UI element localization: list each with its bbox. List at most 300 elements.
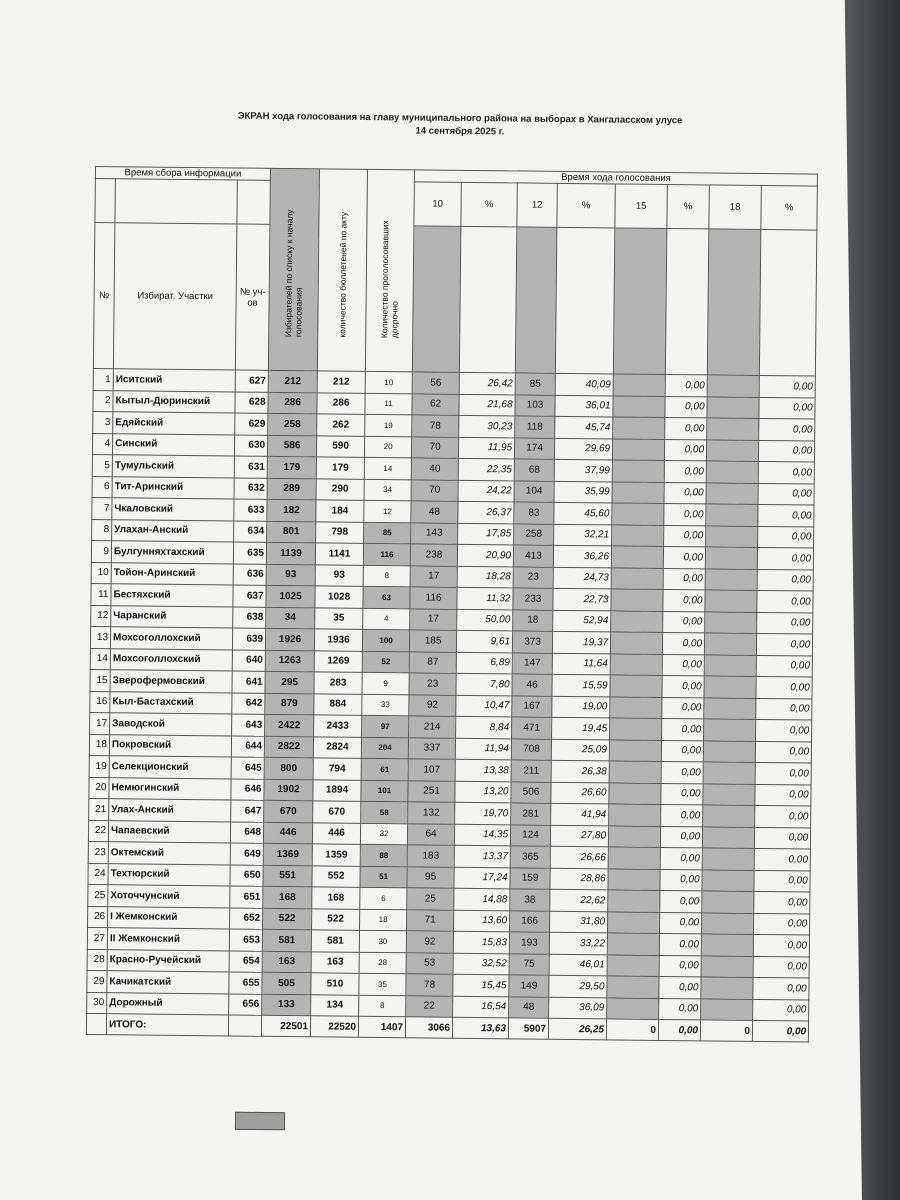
pct-12: 19,37 bbox=[552, 631, 610, 653]
totals-v12: 5907 bbox=[508, 1018, 548, 1039]
pct-10: 9,61 bbox=[456, 630, 512, 652]
header-ballots-cell bbox=[317, 169, 367, 371]
early-votes: 8 bbox=[363, 565, 410, 587]
pct-10: 13,37 bbox=[454, 845, 510, 867]
votes-12: 166 bbox=[510, 910, 550, 932]
votes-18 bbox=[703, 762, 755, 784]
pct-12: 37,99 bbox=[554, 459, 612, 481]
early-votes: 28 bbox=[359, 952, 406, 974]
votes-15 bbox=[612, 481, 664, 503]
votes-15 bbox=[608, 911, 660, 933]
votes-15 bbox=[613, 374, 665, 396]
voters-count: 286 bbox=[268, 392, 317, 414]
early-votes: 33 bbox=[362, 694, 409, 716]
row-number: 22 bbox=[88, 820, 108, 842]
votes-15 bbox=[610, 696, 662, 718]
pct-10: 10,47 bbox=[456, 695, 512, 717]
votes-10: 116 bbox=[410, 587, 457, 609]
pct-10: 24,22 bbox=[458, 480, 514, 502]
votes-10: 78 bbox=[412, 415, 459, 437]
precinct-name: Мохсоголлохский bbox=[110, 627, 232, 650]
votes-12: 281 bbox=[511, 803, 551, 825]
ballots-count: 2824 bbox=[313, 736, 361, 758]
votes-12: 506 bbox=[511, 781, 551, 803]
votes-10: 53 bbox=[406, 952, 453, 974]
pct-10: 11,95 bbox=[458, 437, 514, 459]
row-number: 23 bbox=[88, 841, 108, 863]
early-votes: 10 bbox=[365, 371, 412, 393]
ballots-count: 163 bbox=[311, 951, 359, 973]
row-number: 19 bbox=[89, 755, 109, 777]
precinct-number: 643 bbox=[232, 714, 265, 736]
precinct-number: 648 bbox=[230, 821, 263, 843]
totals-early: 1407 bbox=[358, 1016, 405, 1037]
early-votes: 35 bbox=[359, 973, 406, 995]
row-number: 16 bbox=[90, 691, 110, 713]
pct-18: 0,00 bbox=[755, 784, 811, 806]
pct-15: 0,00 bbox=[665, 396, 707, 418]
pct-10: 16,54 bbox=[453, 996, 509, 1018]
pct-15: 0,00 bbox=[662, 675, 704, 697]
precinct-name: Чкаловский bbox=[112, 498, 234, 521]
pct-10: 13,20 bbox=[455, 781, 511, 803]
pct-18: 0,00 bbox=[756, 633, 812, 655]
pct-12: 36,09 bbox=[549, 997, 607, 1019]
header-col-p1 bbox=[459, 226, 517, 373]
votes-12: 48 bbox=[509, 996, 549, 1018]
precinct-number: 639 bbox=[232, 628, 265, 650]
votes-15 bbox=[611, 567, 663, 589]
pct-12: 36,26 bbox=[553, 545, 611, 567]
votes-15 bbox=[608, 825, 660, 847]
precinct-name: I Жемконский bbox=[108, 906, 230, 929]
early-votes: 63 bbox=[363, 586, 410, 608]
votes-15 bbox=[610, 632, 662, 654]
pct-18: 0,00 bbox=[754, 891, 810, 913]
early-votes: 14 bbox=[364, 457, 411, 479]
pct-18: 0,00 bbox=[758, 504, 814, 526]
votes-12: 708 bbox=[511, 738, 551, 760]
votes-18 bbox=[704, 697, 756, 719]
pct-18: 0,00 bbox=[758, 461, 814, 483]
votes-18 bbox=[702, 912, 754, 934]
table-body bbox=[87, 368, 816, 1021]
header-blank-3 bbox=[237, 180, 270, 224]
votes-12: 233 bbox=[513, 588, 553, 610]
votes-15 bbox=[610, 675, 662, 697]
pct-18: 0,00 bbox=[759, 418, 815, 440]
voters-count: 182 bbox=[267, 499, 316, 521]
votes-18 bbox=[704, 676, 756, 698]
pct-18: 0,00 bbox=[754, 848, 810, 870]
early-votes: 19 bbox=[365, 414, 412, 436]
votes-10: 71 bbox=[407, 909, 454, 931]
totals-v15: 0 bbox=[606, 1019, 658, 1041]
header-pct-1: % bbox=[461, 182, 517, 227]
votes-10: 70 bbox=[411, 479, 458, 501]
precinct-name: Кытыл-Дюринский bbox=[113, 390, 235, 413]
header-blank-2 bbox=[115, 179, 237, 224]
votes-12: 68 bbox=[514, 459, 554, 481]
header-time-collect: Время сбора информации bbox=[95, 167, 270, 181]
pct-12: 24,73 bbox=[553, 567, 611, 589]
votes-15 bbox=[608, 868, 660, 890]
pct-10: 32,52 bbox=[453, 953, 509, 975]
header-no: № bbox=[93, 223, 115, 369]
ballots-count: 179 bbox=[316, 457, 364, 479]
votes-18 bbox=[706, 525, 758, 547]
row-number: 26 bbox=[88, 906, 108, 928]
votes-18 bbox=[707, 418, 759, 440]
header-col-18 bbox=[707, 229, 761, 376]
voters-count: 586 bbox=[268, 435, 317, 457]
pct-15: 0,00 bbox=[660, 890, 702, 912]
votes-15 bbox=[607, 933, 659, 955]
row-number: 6 bbox=[92, 476, 112, 498]
ballots-count: 1359 bbox=[312, 844, 360, 866]
votes-18 bbox=[705, 547, 757, 569]
votes-12: 85 bbox=[515, 373, 555, 395]
precinct-number: 647 bbox=[231, 800, 264, 822]
votes-18 bbox=[703, 783, 755, 805]
precinct-name: Мохсоголлохский bbox=[110, 648, 232, 671]
row-number: 7 bbox=[92, 497, 112, 519]
pct-12: 22,62 bbox=[550, 889, 608, 911]
pct-15: 0,00 bbox=[663, 611, 705, 633]
precinct-number: 652 bbox=[230, 907, 263, 929]
precinct-name: Улахан-Анский bbox=[112, 519, 234, 542]
voters-count: 2422 bbox=[265, 714, 314, 736]
votes-18 bbox=[701, 934, 753, 956]
precinct-name: Кыл-Бастахский bbox=[110, 691, 232, 714]
votes-10: 185 bbox=[409, 630, 456, 652]
pct-18: 0,00 bbox=[753, 934, 809, 956]
totals-v18: 0 bbox=[700, 1020, 752, 1042]
pct-10: 13,38 bbox=[455, 759, 511, 781]
votes-12: 149 bbox=[509, 975, 549, 997]
precinct-name: Заводской bbox=[110, 713, 232, 736]
voters-count: 163 bbox=[262, 951, 311, 973]
pct-12: 32,21 bbox=[554, 524, 612, 546]
totals-voters: 22501 bbox=[261, 1015, 310, 1037]
pct-10: 18,28 bbox=[457, 566, 513, 588]
pct-15: 0,00 bbox=[664, 503, 706, 525]
pct-15: 0,00 bbox=[659, 998, 701, 1020]
votes-10: 64 bbox=[407, 823, 454, 845]
votes-10: 95 bbox=[407, 866, 454, 888]
precinct-name: Бестяхский bbox=[111, 584, 233, 607]
header-pct-3: % bbox=[667, 184, 709, 228]
votes-15 bbox=[607, 954, 659, 976]
pct-15: 0,00 bbox=[664, 525, 706, 547]
header-voters-cell bbox=[268, 168, 319, 371]
precinct-number: 634 bbox=[234, 520, 267, 542]
votes-15 bbox=[609, 739, 661, 761]
ballots-count: 286 bbox=[317, 392, 365, 414]
precinct-number: 637 bbox=[233, 585, 266, 607]
ballots-count: 168 bbox=[312, 887, 360, 909]
early-votes: 204 bbox=[361, 737, 408, 759]
totals-label: ИТОГО: bbox=[106, 1014, 228, 1036]
voters-count: 258 bbox=[268, 413, 317, 435]
row-number: 30 bbox=[87, 992, 107, 1014]
row-number: 11 bbox=[91, 583, 111, 605]
precinct-name: Булгунняхтахский bbox=[111, 541, 233, 564]
precinct-name: Чаранский bbox=[111, 605, 233, 628]
early-votes: 61 bbox=[361, 758, 408, 780]
voters-count: 212 bbox=[268, 370, 317, 392]
votes-10: 183 bbox=[407, 845, 454, 867]
votes-10: 132 bbox=[408, 802, 455, 824]
early-votes: 20 bbox=[364, 436, 411, 458]
early-votes: 85 bbox=[364, 522, 411, 544]
row-number: 8 bbox=[92, 519, 112, 541]
row-number: 17 bbox=[90, 712, 110, 734]
pct-18: 0,00 bbox=[756, 698, 812, 720]
precinct-number: 630 bbox=[234, 434, 267, 456]
pct-15: 0,00 bbox=[660, 912, 702, 934]
voters-count: 505 bbox=[262, 972, 311, 994]
pct-10: 30,23 bbox=[459, 415, 515, 437]
pct-15: 0,00 bbox=[661, 804, 703, 826]
early-votes: 34 bbox=[364, 479, 411, 501]
precinct-number: 651 bbox=[230, 886, 263, 908]
votes-18 bbox=[701, 998, 753, 1020]
votes-12: 83 bbox=[514, 502, 554, 524]
votes-10: 107 bbox=[408, 759, 455, 781]
precinct-name: Тумульский bbox=[112, 455, 234, 478]
ballots-count: 798 bbox=[316, 521, 364, 543]
voters-count: 551 bbox=[263, 865, 312, 887]
pct-15: 0,00 bbox=[664, 439, 706, 461]
votes-18 bbox=[701, 977, 753, 999]
early-votes: 88 bbox=[360, 844, 407, 866]
precinct-name: Техтюрский bbox=[108, 863, 230, 886]
pct-18: 0,00 bbox=[758, 483, 814, 505]
pct-12: 26,60 bbox=[551, 782, 609, 804]
header-pct-2: % bbox=[557, 183, 615, 228]
early-votes: 97 bbox=[362, 715, 409, 737]
pct-10: 26,37 bbox=[458, 501, 514, 523]
votes-10: 143 bbox=[411, 522, 458, 544]
pct-18: 0,00 bbox=[757, 569, 813, 591]
row-number: 15 bbox=[90, 669, 110, 691]
precinct-name: Красно-Ручейский bbox=[107, 949, 229, 972]
row-number: 2 bbox=[93, 390, 113, 412]
precinct-number: 636 bbox=[233, 563, 266, 585]
ballots-count: 283 bbox=[314, 672, 362, 694]
pct-15: 0,00 bbox=[662, 654, 704, 676]
precinct-name: Едяйский bbox=[113, 412, 235, 435]
votes-18 bbox=[703, 805, 755, 827]
pct-12: 29,69 bbox=[554, 438, 612, 460]
precinct-number: 633 bbox=[234, 499, 267, 521]
header-12: 12 bbox=[517, 183, 557, 227]
turnout-sheet bbox=[86, 166, 817, 1043]
votes-18 bbox=[706, 461, 758, 483]
votes-10: 56 bbox=[412, 372, 459, 394]
pct-10: 15,45 bbox=[453, 974, 509, 996]
pct-15: 0,00 bbox=[663, 546, 705, 568]
precinct-number: 641 bbox=[232, 671, 265, 693]
votes-12: 471 bbox=[512, 717, 552, 739]
pct-18: 0,00 bbox=[753, 999, 809, 1021]
votes-10: 87 bbox=[409, 651, 456, 673]
pct-18: 0,00 bbox=[753, 977, 809, 999]
votes-12: 104 bbox=[514, 480, 554, 502]
ballots-count: 552 bbox=[312, 865, 360, 887]
pct-10: 11,32 bbox=[457, 587, 513, 609]
precinct-name: Тит-Аринский bbox=[112, 476, 234, 499]
header-time-vote: Время хода голосования bbox=[414, 170, 817, 186]
row-number: 20 bbox=[89, 777, 109, 799]
pct-10: 20,90 bbox=[457, 544, 513, 566]
votes-12: 167 bbox=[512, 695, 552, 717]
precinct-name: Покровский bbox=[109, 734, 231, 757]
votes-10: 40 bbox=[411, 458, 458, 480]
pct-15: 0,00 bbox=[663, 589, 705, 611]
pct-15: 0,00 bbox=[662, 718, 704, 740]
votes-12: 75 bbox=[509, 953, 549, 975]
votes-18 bbox=[702, 848, 754, 870]
pct-12: 33,22 bbox=[549, 932, 607, 954]
pct-12: 31,80 bbox=[550, 911, 608, 933]
pct-15: 0,00 bbox=[660, 826, 702, 848]
votes-18 bbox=[705, 611, 757, 633]
votes-10: 17 bbox=[410, 565, 457, 587]
votes-18 bbox=[707, 375, 759, 397]
precinct-number: 649 bbox=[230, 843, 263, 865]
pct-15: 0,00 bbox=[660, 869, 702, 891]
header-uch: № уч-ов bbox=[235, 224, 270, 370]
votes-10: 92 bbox=[406, 931, 453, 953]
voters-count: 1263 bbox=[265, 650, 314, 672]
precinct-number: 655 bbox=[229, 972, 262, 994]
pct-12: 46,01 bbox=[549, 954, 607, 976]
votes-15 bbox=[611, 589, 663, 611]
votes-12: 174 bbox=[514, 437, 554, 459]
pct-10: 11,94 bbox=[455, 738, 511, 760]
precinct-name: Немюгинский bbox=[109, 777, 231, 800]
pct-18: 0,00 bbox=[754, 913, 810, 935]
pct-12: 19,00 bbox=[552, 696, 610, 718]
totals-p18: 0,00 bbox=[752, 1020, 808, 1042]
row-number: 27 bbox=[87, 927, 107, 949]
votes-15 bbox=[608, 890, 660, 912]
voters-count: 2822 bbox=[264, 736, 313, 758]
header-col-12 bbox=[515, 227, 557, 373]
votes-15 bbox=[609, 804, 661, 826]
early-votes: 11 bbox=[365, 393, 412, 415]
voters-count: 1139 bbox=[266, 542, 315, 564]
votes-10: 62 bbox=[412, 393, 459, 415]
pct-15: 0,00 bbox=[664, 482, 706, 504]
precinct-number: 645 bbox=[231, 757, 264, 779]
voters-count: 1926 bbox=[265, 628, 314, 650]
voters-count: 1369 bbox=[263, 843, 312, 865]
row-number: 4 bbox=[92, 433, 112, 455]
row-number: 13 bbox=[90, 626, 110, 648]
precinct-number: 627 bbox=[235, 370, 268, 392]
votes-18 bbox=[703, 740, 755, 762]
precinct-number: 653 bbox=[229, 929, 262, 951]
header-col-15 bbox=[613, 228, 667, 375]
ballots-count: 522 bbox=[312, 908, 360, 930]
header-10: 10 bbox=[414, 182, 461, 226]
pct-10: 19,70 bbox=[455, 802, 511, 824]
ballots-count: 35 bbox=[315, 607, 363, 629]
pct-10: 17,24 bbox=[454, 867, 510, 889]
pct-15: 0,00 bbox=[664, 460, 706, 482]
pct-10: 26,42 bbox=[459, 372, 515, 394]
header-col-p4 bbox=[759, 229, 817, 376]
pct-12: 25,09 bbox=[551, 739, 609, 761]
votes-12: 413 bbox=[513, 545, 553, 567]
pct-15: 0,00 bbox=[662, 697, 704, 719]
pct-12: 45,74 bbox=[555, 416, 613, 438]
voters-count: 670 bbox=[264, 800, 313, 822]
votes-10: 238 bbox=[410, 544, 457, 566]
pct-10: 50,00 bbox=[457, 609, 513, 631]
votes-12: 258 bbox=[514, 523, 554, 545]
votes-10: 78 bbox=[406, 974, 453, 996]
header-col-p2 bbox=[555, 227, 615, 374]
precinct-name: Хоточчунский bbox=[108, 885, 230, 908]
votes-12: 18 bbox=[513, 609, 553, 631]
ballots-count: 93 bbox=[315, 564, 363, 586]
precinct-number: 629 bbox=[235, 413, 268, 435]
votes-15 bbox=[613, 417, 665, 439]
row-number: 1 bbox=[93, 368, 113, 390]
early-votes: 52 bbox=[362, 651, 409, 673]
voters-count: 93 bbox=[266, 564, 315, 586]
pct-15: 0,00 bbox=[661, 761, 703, 783]
totals-blank bbox=[86, 1013, 106, 1034]
pct-12: 11,64 bbox=[552, 653, 610, 675]
votes-15 bbox=[608, 847, 660, 869]
precinct-name: Качикатский bbox=[107, 971, 229, 994]
pct-12: 52,94 bbox=[553, 610, 611, 632]
totals-blank-2 bbox=[228, 1015, 261, 1036]
early-votes: 58 bbox=[361, 801, 408, 823]
votes-18 bbox=[702, 891, 754, 913]
pct-15: 0,00 bbox=[659, 976, 701, 998]
votes-12: 118 bbox=[515, 416, 555, 438]
voters-count: 522 bbox=[263, 908, 312, 930]
voters-count: 295 bbox=[265, 671, 314, 693]
pct-12: 40,09 bbox=[555, 373, 613, 395]
votes-15 bbox=[611, 610, 663, 632]
precinct-name: Улах-Анский bbox=[109, 799, 231, 822]
ballots-count: 884 bbox=[314, 693, 362, 715]
precinct-name: II Жемконский bbox=[107, 928, 229, 951]
pct-18: 0,00 bbox=[757, 590, 813, 612]
precinct-number: 646 bbox=[231, 778, 264, 800]
pct-12: 28,86 bbox=[550, 868, 608, 890]
ballots-count: 2433 bbox=[314, 715, 362, 737]
votes-10: 25 bbox=[407, 888, 454, 910]
pct-10: 14,35 bbox=[454, 824, 510, 846]
title-line-2: 14 сентября 2025 г. bbox=[415, 125, 505, 138]
precinct-number: 628 bbox=[235, 391, 268, 413]
votes-15 bbox=[613, 395, 665, 417]
header-name: Избират. Участки bbox=[113, 223, 237, 370]
precinct-name: Зверофермовский bbox=[110, 670, 232, 693]
precinct-number: 638 bbox=[233, 606, 266, 628]
precinct-number: 640 bbox=[232, 649, 265, 671]
row-number: 29 bbox=[87, 970, 107, 992]
votes-12: 159 bbox=[510, 867, 550, 889]
